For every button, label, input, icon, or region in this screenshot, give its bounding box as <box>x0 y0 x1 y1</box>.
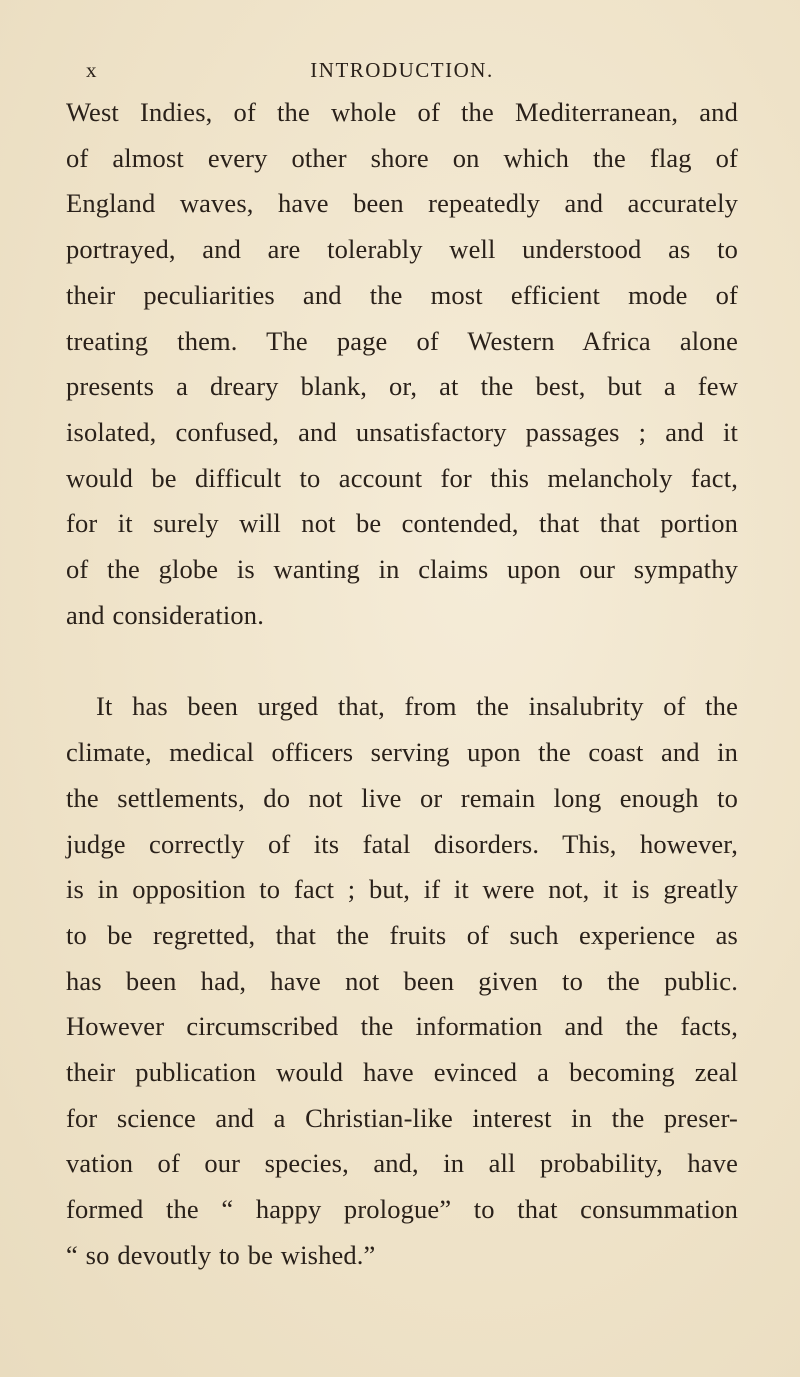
text-line: of almost every other shore on which the flag of <box>66 142 738 173</box>
text-line: has been had, have not been given to the public. <box>66 965 738 996</box>
text-line: It has been urged that, from the insalubrity of the <box>96 691 738 722</box>
text-line: portrayed, and are tolerably well understood as to <box>66 234 738 265</box>
text-line: and consideration. <box>66 599 264 630</box>
text-line: treating them. The page of Western Africa alone <box>66 325 738 356</box>
text-line: for it surely will not be contended, that that portion <box>66 508 738 539</box>
running-head-title: INTRODUCTION. <box>310 58 494 82</box>
text-line: of the globe is wanting in claims upon our sympathy <box>66 554 738 585</box>
page-number: x <box>86 58 98 82</box>
text-line: to be regretted, that the fruits of such experience as <box>66 919 738 950</box>
text-line: formed the “ happy prologue” to that consummation <box>66 1194 738 1225</box>
text-line: West Indies, of the whole of the Mediterranean, and <box>66 97 738 127</box>
text-line: for science and a Christian-like interest in the preser- <box>66 1102 738 1133</box>
text-line: is in opposition to fact ; but, if it were not, it is greatly <box>66 874 738 905</box>
body-text <box>66 90 738 1279</box>
text-line: their peculiarities and the most efficient mode of <box>66 279 738 310</box>
running-head <box>66 58 738 88</box>
text-line: judge correctly of its fatal disorders. This, however, <box>66 828 738 859</box>
text-line: would be difficult to account for this melancholy fact, <box>66 462 738 493</box>
paragraph-2 <box>66 684 738 1278</box>
text-line: presents a dreary blank, or, at the best, but a few <box>66 371 738 402</box>
paragraph-1 <box>66 90 738 638</box>
text-line: climate, medical officers serving upon the coast and in <box>66 737 738 768</box>
text-line: England waves, have been repeatedly and accurately <box>66 188 738 219</box>
text-line: vation of our species, and, in all probability, have <box>66 1148 738 1179</box>
text-line: isolated, confused, and unsatisfactory passages ; and it <box>66 416 738 447</box>
text-line: “ so devoutly to be wished.” <box>66 1239 376 1270</box>
paragraph-gap <box>66 638 738 684</box>
text-line: their publication would have evinced a becoming zeal <box>66 1057 738 1088</box>
text-line: However circumscribed the information and the facts, <box>66 1011 738 1042</box>
text-line: the settlements, do not live or remain long enough to <box>66 782 738 813</box>
